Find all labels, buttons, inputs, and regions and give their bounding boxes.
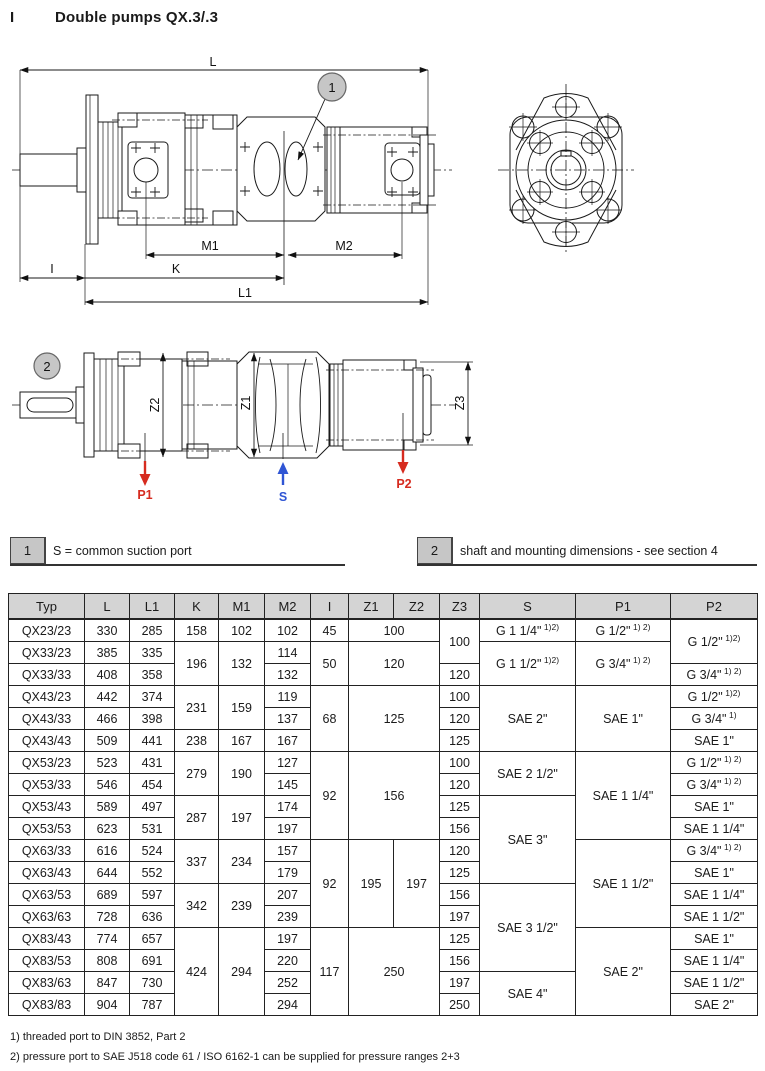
port-label-s: S (278, 490, 288, 504)
table-cell: 100 (440, 686, 480, 708)
footnote-2: 2) pressure port to SAE J518 code 61 / ISO 6162-1 can be supplied for pressure ranges 2+3 (10, 1051, 460, 1063)
table-cell: 120 (349, 642, 440, 686)
table-cell: G 1 1/2" $^{1)2)}$ (480, 642, 576, 686)
table-cell: SAE 1" (671, 730, 758, 752)
side-view-drawing (8, 56, 460, 312)
column-header-k: K (175, 594, 219, 620)
table-header-row (9, 594, 758, 620)
table-cell: 730 (130, 972, 175, 994)
table-cell: QX43/43 (9, 730, 85, 752)
table-cell: SAE 1" (576, 686, 671, 752)
table-cell: SAE 1 1/2" (671, 906, 758, 928)
column-header-m1: M1 (219, 594, 265, 620)
table-cell: 220 (265, 950, 311, 972)
table-cell: 102 (265, 619, 311, 642)
table-cell: SAE 3" (480, 796, 576, 884)
table-cell: QX33/33 (9, 664, 85, 686)
table-cell: 120 (440, 774, 480, 796)
table-cell: 657 (130, 928, 175, 950)
table-cell: SAE 2" (576, 928, 671, 1016)
table-cell: 597 (130, 884, 175, 906)
table-cell: 100 (349, 619, 440, 642)
table-cell: SAE 1 1/4" (671, 818, 758, 840)
table-cell: 546 (85, 774, 130, 796)
table-cell: 589 (85, 796, 130, 818)
table-cell: 159 (219, 686, 265, 730)
table-cell: 524 (130, 840, 175, 862)
table-cell: 374 (130, 686, 175, 708)
dim-label-i: I (50, 262, 54, 276)
table-cell: SAE 2" (671, 994, 758, 1016)
table-cell: 623 (85, 818, 130, 840)
table-cell: 100 (440, 752, 480, 774)
table-cell: 398 (130, 708, 175, 730)
table-cell: 45 (311, 619, 349, 642)
dim-label-l1: L1 (238, 286, 252, 300)
table-cell: SAE 1" (671, 796, 758, 818)
table-cell: SAE 1 1/4" (576, 752, 671, 840)
table-cell: 466 (85, 708, 130, 730)
table-cell: 287 (175, 796, 219, 840)
table-cell: 120 (440, 708, 480, 730)
table-cell: 156 (440, 818, 480, 840)
table-cell: QX83/63 (9, 972, 85, 994)
table-cell: SAE 1 1/2" (671, 972, 758, 994)
page-title: Double pumps QX.3/.3 (55, 9, 219, 26)
table-cell: SAE 1 1/2" (576, 840, 671, 928)
flange-front-view-drawing (498, 82, 638, 254)
table-cell: 509 (85, 730, 130, 752)
legend-text-1: S = common suction port (45, 537, 345, 564)
table-cell: SAE 1" (671, 928, 758, 950)
table-row (9, 840, 758, 862)
port-label-p1: P1 (137, 488, 153, 502)
table-cell: QX53/53 (9, 818, 85, 840)
column-header-l1: L1 (130, 594, 175, 620)
table-cell: 441 (130, 730, 175, 752)
dimensions-table (8, 593, 758, 1016)
table-cell: 102 (219, 619, 265, 642)
table-cell: 431 (130, 752, 175, 774)
table-cell: 190 (219, 752, 265, 796)
table-cell: QX23/23 (9, 619, 85, 642)
table-cell: 179 (265, 862, 311, 884)
svg-text:1: 1 (328, 80, 336, 95)
legend-num-1: 1 (10, 537, 45, 564)
table-cell: 847 (85, 972, 130, 994)
table-cell: 523 (85, 752, 130, 774)
table-cell: QX43/33 (9, 708, 85, 730)
table-cell: G 3/4" $^{1)}$ (671, 708, 758, 730)
table-cell: G 1/2" $^{1) 2)}$ (671, 752, 758, 774)
table-cell: G 1/2" $^{1)2)}$ (671, 619, 758, 664)
callout-2 (34, 353, 60, 379)
page-title-index: I (10, 9, 15, 26)
table-cell: G 1/2" $^{1)2)}$ (671, 686, 758, 708)
table-row (9, 752, 758, 774)
table-cell: 285 (130, 619, 175, 642)
table-cell: 552 (130, 862, 175, 884)
table-cell: 330 (85, 619, 130, 642)
table-cell: 156 (440, 950, 480, 972)
table-cell: 125 (440, 730, 480, 752)
callout-1 (318, 73, 346, 101)
port-label-p2: P2 (396, 477, 412, 491)
column-header-p1: P1 (576, 594, 671, 620)
table-cell: 408 (85, 664, 130, 686)
table-cell: 197 (219, 796, 265, 840)
table-cell: 196 (175, 642, 219, 686)
dim-label-z1: Z1 (239, 395, 253, 411)
table-cell: 358 (130, 664, 175, 686)
table-cell: G 1/2" $^{1) 2)}$ (576, 619, 671, 642)
dim-label-z3: Z3 (453, 395, 467, 411)
table-cell: QX53/33 (9, 774, 85, 796)
port-arrow-s (278, 462, 289, 504)
table-cell: 424 (175, 928, 219, 1016)
table-cell: 689 (85, 884, 130, 906)
table-cell: 92 (311, 840, 349, 928)
table-cell: QX53/23 (9, 752, 85, 774)
table-cell: 92 (311, 752, 349, 840)
table-cell: SAE 2" (480, 686, 576, 752)
table-cell: 294 (265, 994, 311, 1016)
table-cell: QX83/43 (9, 928, 85, 950)
port-arrow-p2 (396, 450, 411, 491)
table-cell: 238 (175, 730, 219, 752)
table-cell: QX63/53 (9, 884, 85, 906)
column-header-s: S (480, 594, 576, 620)
table-cell: QX53/43 (9, 796, 85, 818)
table-row (9, 642, 758, 664)
table-cell: QX83/83 (9, 994, 85, 1016)
table-cell: 342 (175, 884, 219, 928)
table-cell: 145 (265, 774, 311, 796)
table-cell: 167 (219, 730, 265, 752)
table-cell: 616 (85, 840, 130, 862)
dim-label-m1: M1 (201, 239, 219, 253)
dim-label-k: K (171, 262, 181, 276)
table-cell: SAE 1" (671, 862, 758, 884)
table-cell: 774 (85, 928, 130, 950)
column-header-z2: Z2 (394, 594, 440, 620)
table-cell: 239 (265, 906, 311, 928)
table-cell: QX43/23 (9, 686, 85, 708)
table-row (9, 686, 758, 708)
table-cell: 636 (130, 906, 175, 928)
footnote-1: 1) threaded port to DIN 3852, Part 2 (10, 1031, 186, 1043)
table-cell: QX63/33 (9, 840, 85, 862)
table-cell: 385 (85, 642, 130, 664)
table-cell: 120 (440, 840, 480, 862)
table-cell: 691 (130, 950, 175, 972)
column-header-p2: P2 (671, 594, 758, 620)
table-cell: 239 (219, 884, 265, 928)
table-cell: 250 (349, 928, 440, 1016)
column-header-i: I (311, 594, 349, 620)
table-cell: SAE 1 1/4" (671, 950, 758, 972)
legend-item-1 (10, 537, 345, 566)
table-body (9, 619, 758, 1016)
table-cell: 197 (394, 840, 440, 928)
table-cell: SAE 1 1/4" (671, 884, 758, 906)
column-header-l: L (85, 594, 130, 620)
table-cell: QX33/23 (9, 642, 85, 664)
table-cell: QX63/43 (9, 862, 85, 884)
column-header-z1: Z1 (349, 594, 394, 620)
table-cell: SAE 4" (480, 972, 576, 1016)
table-cell: 68 (311, 686, 349, 752)
table-cell: SAE 3 1/2" (480, 884, 576, 972)
table-cell: 234 (219, 840, 265, 884)
table-cell: 252 (265, 972, 311, 994)
table-cell: 454 (130, 774, 175, 796)
table-cell: 132 (219, 642, 265, 686)
table-cell: QX83/53 (9, 950, 85, 972)
table-cell: 132 (265, 664, 311, 686)
table-cell: SAE 2 1/2" (480, 752, 576, 796)
column-header-typ: Typ (9, 594, 85, 620)
table-cell: 157 (265, 840, 311, 862)
table-cell: 531 (130, 818, 175, 840)
table-cell: 100 (440, 619, 480, 664)
table-cell: G 1 1/4" $^{1)2)}$ (480, 619, 576, 642)
legend-text-2: shaft and mounting dimensions - see section 4 (452, 537, 757, 564)
table-cell: G 3/4" $^{1) 2)}$ (671, 840, 758, 862)
table-cell: 127 (265, 752, 311, 774)
table-cell: 125 (349, 686, 440, 752)
table-cell: 125 (440, 928, 480, 950)
table-cell: 137 (265, 708, 311, 730)
table-row (9, 619, 758, 642)
table-cell: QX63/63 (9, 906, 85, 928)
table-cell: 156 (440, 884, 480, 906)
table-cell: 197 (440, 906, 480, 928)
table-cell: 337 (175, 840, 219, 884)
table-cell: 125 (440, 796, 480, 818)
table-cell: 335 (130, 642, 175, 664)
table-cell: 250 (440, 994, 480, 1016)
dim-label-z2: Z2 (148, 397, 162, 413)
table-cell: 197 (440, 972, 480, 994)
dim-label-l: L (209, 56, 217, 69)
table-cell: 167 (265, 730, 311, 752)
table-cell: 158 (175, 619, 219, 642)
table-cell: 156 (349, 752, 440, 840)
dim-label-m2: M2 (335, 239, 353, 253)
table-cell: 197 (265, 818, 311, 840)
port-arrow-p1 (137, 461, 152, 502)
table-cell: G 3/4" $^{1) 2)}$ (671, 664, 758, 686)
table-cell: 294 (219, 928, 265, 1016)
table-header-row (9, 594, 758, 620)
table-cell: 197 (265, 928, 311, 950)
table-cell: 728 (85, 906, 130, 928)
table-cell: 279 (175, 752, 219, 796)
table-row (9, 928, 758, 950)
table-cell: 120 (440, 664, 480, 686)
table-cell: G 3/4" $^{1) 2)}$ (576, 642, 671, 686)
column-header-m2: M2 (265, 594, 311, 620)
table-cell: 207 (265, 884, 311, 906)
table-cell: 125 (440, 862, 480, 884)
table-cell: 644 (85, 862, 130, 884)
table-cell: 114 (265, 642, 311, 664)
table-cell: 119 (265, 686, 311, 708)
table-cell: 195 (349, 840, 394, 928)
table-cell: 442 (85, 686, 130, 708)
column-header-z3: Z3 (440, 594, 480, 620)
table-cell: 117 (311, 928, 349, 1016)
table-cell: 497 (130, 796, 175, 818)
svg-text:2: 2 (43, 359, 51, 374)
legend-num-2: 2 (417, 537, 452, 564)
legend-item-2 (417, 537, 757, 566)
table-cell: 904 (85, 994, 130, 1016)
table-cell: 174 (265, 796, 311, 818)
top-view-drawing (8, 333, 478, 511)
table-cell: G 3/4" $^{1) 2)}$ (671, 774, 758, 796)
table-cell: 50 (311, 642, 349, 686)
table-cell: 787 (130, 994, 175, 1016)
table-cell: 231 (175, 686, 219, 730)
table-cell: 808 (85, 950, 130, 972)
